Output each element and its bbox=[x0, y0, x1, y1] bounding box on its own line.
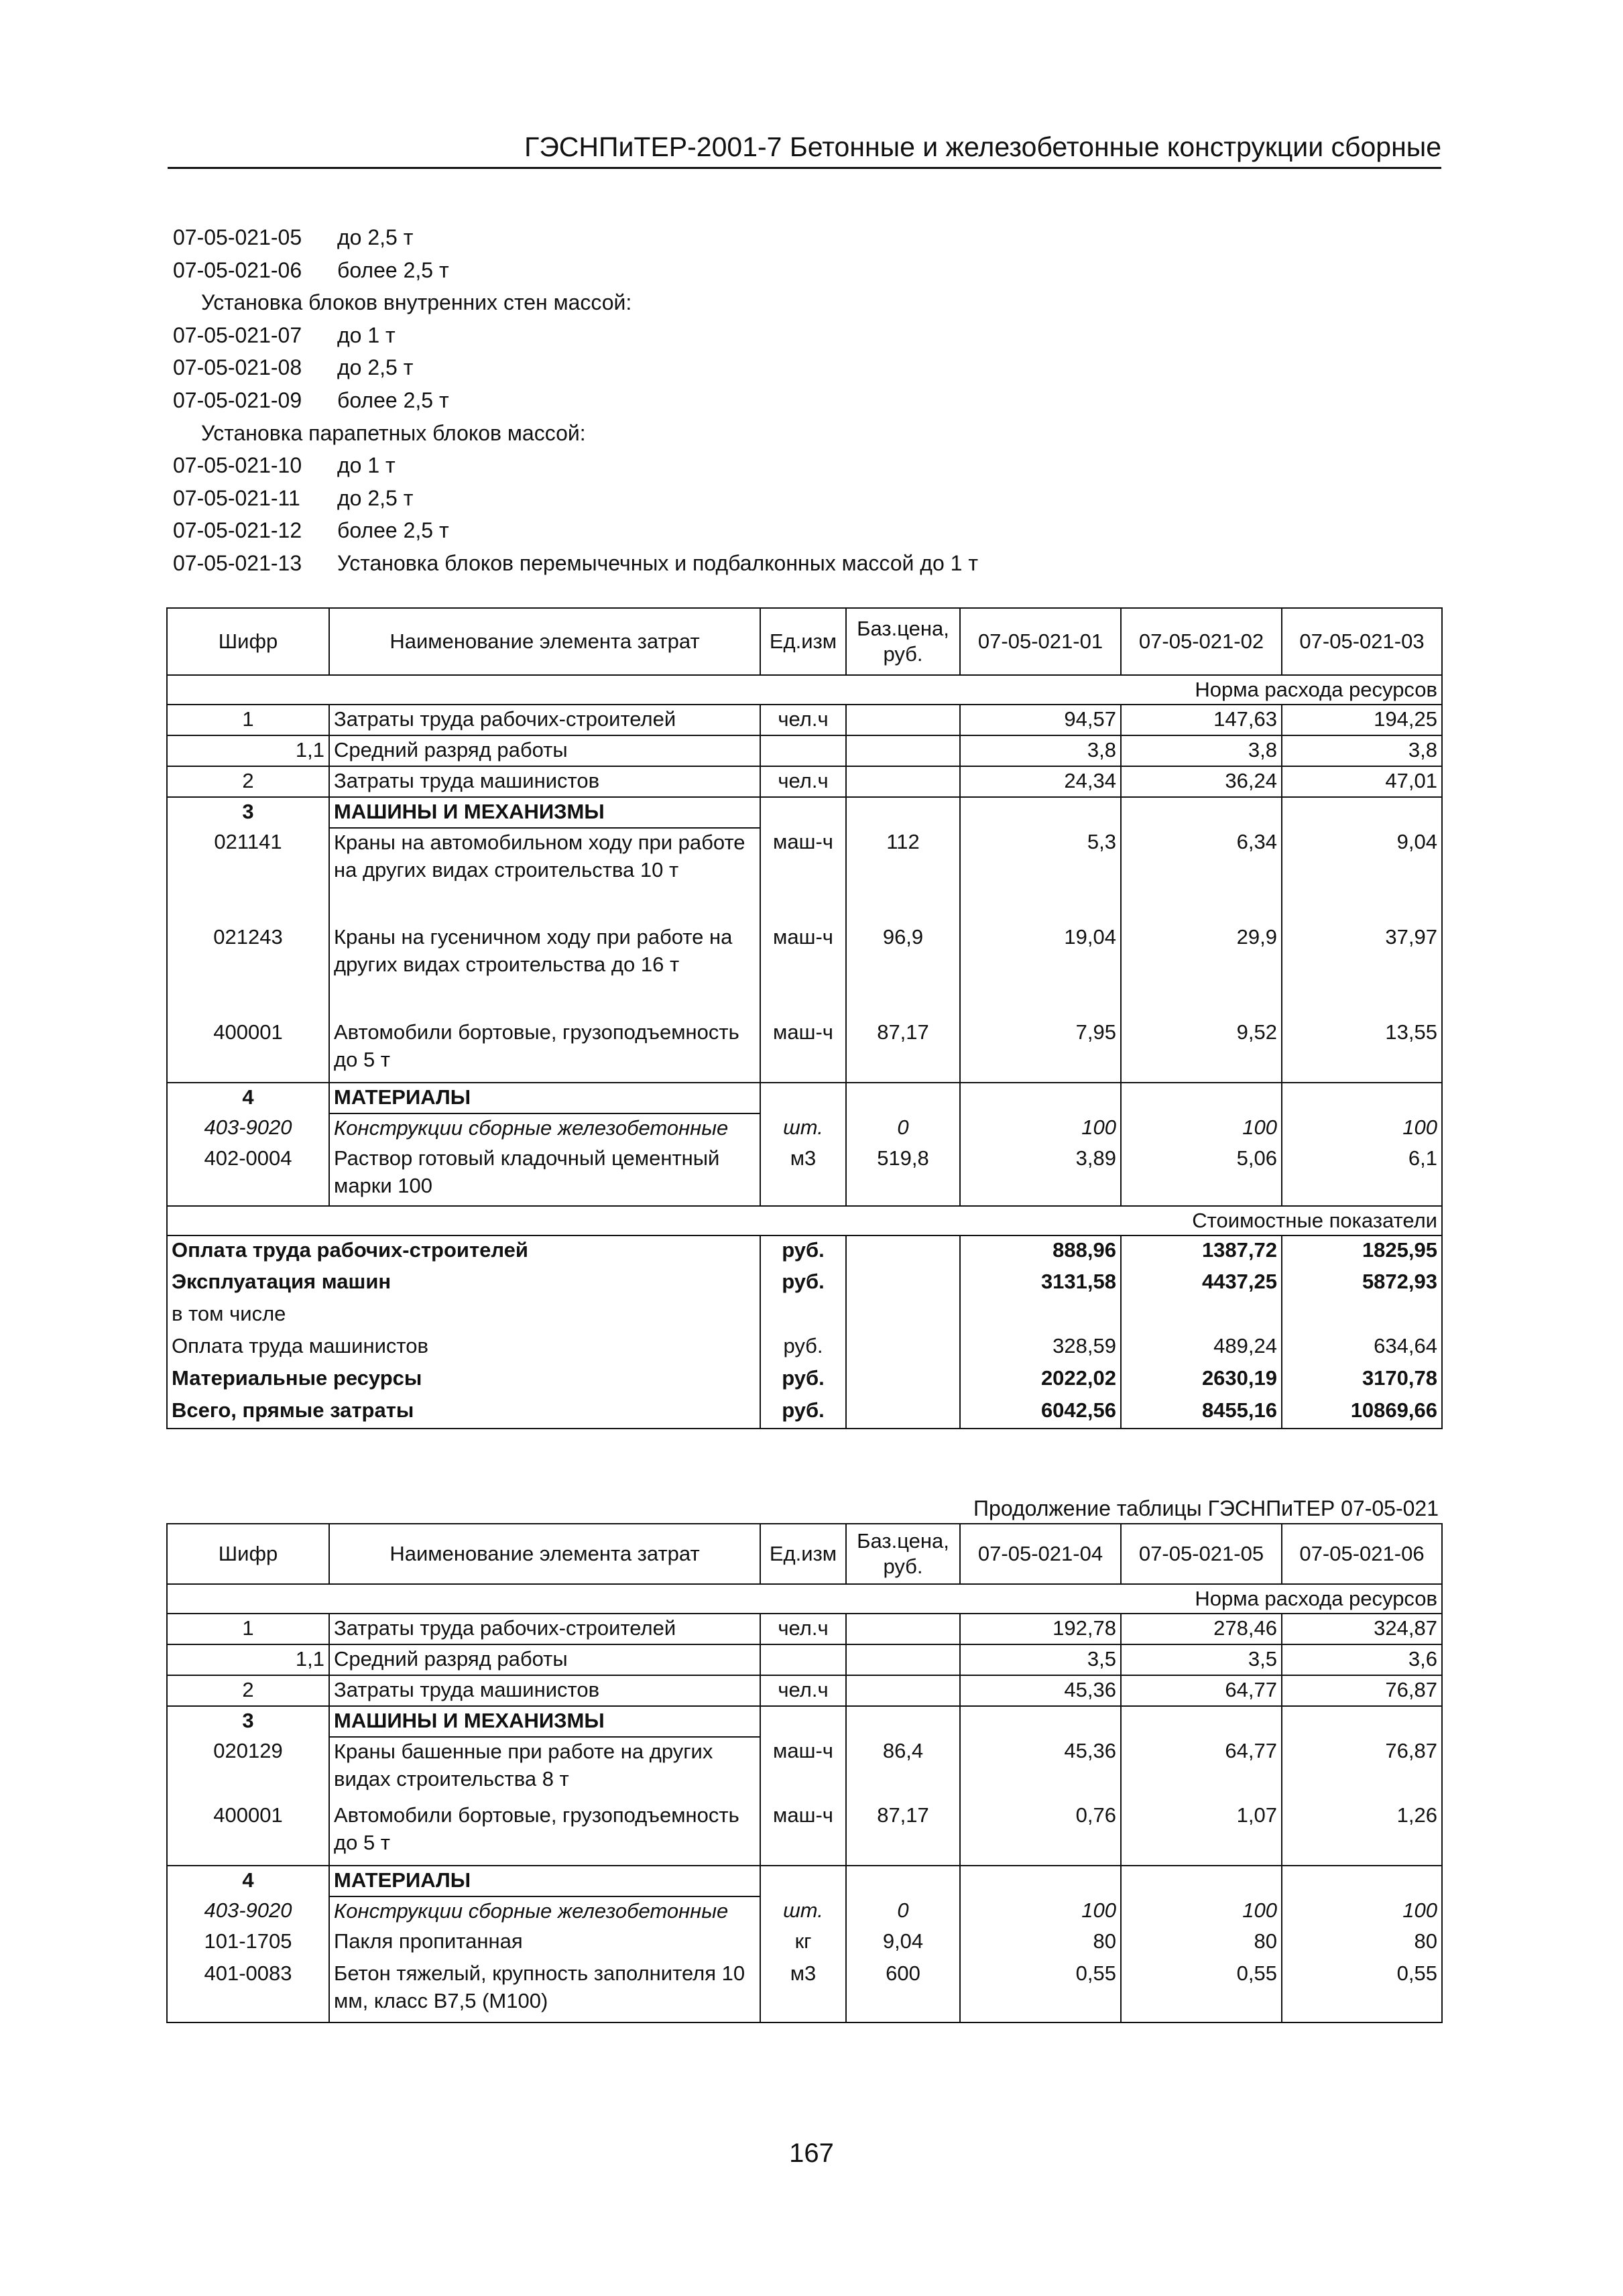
cost-value: 2630,19 bbox=[1121, 1364, 1282, 1396]
table-row bbox=[167, 1927, 1442, 1959]
col-header-code-1: 07-05-021-01 bbox=[960, 608, 1121, 675]
norm-label: Норма расхода ресурсов bbox=[167, 1584, 1442, 1614]
cell-name: Затраты труда рабочих-строителей bbox=[329, 705, 760, 735]
cell-name: Бетон тяжелый, крупность заполнителя 10 мм, класс В7,5 (М100) bbox=[329, 1959, 760, 2022]
cost-value: 489,24 bbox=[1121, 1332, 1282, 1364]
cell-name: Затраты труда машинистов bbox=[329, 766, 760, 797]
norm-label-row bbox=[167, 1584, 1442, 1614]
cell-code: 2 bbox=[167, 1675, 329, 1706]
cell-price: 112 bbox=[846, 828, 960, 923]
cost-value bbox=[1121, 1300, 1282, 1332]
cell-value: 80 bbox=[1282, 1927, 1442, 1959]
cell-price: 0 bbox=[846, 1113, 960, 1144]
item-code: 07-05-021-08 bbox=[173, 355, 302, 380]
cost-label-row bbox=[167, 1206, 1442, 1235]
cell-value: 94,57 bbox=[960, 705, 1121, 735]
cost-value: 10869,66 bbox=[1282, 1396, 1442, 1429]
cell-price: 600 bbox=[846, 1959, 960, 2022]
cell-unit bbox=[760, 1644, 846, 1675]
cell-price bbox=[846, 1614, 960, 1644]
item-code: 07-05-021-11 bbox=[173, 485, 300, 510]
cell-name: Затраты труда машинистов bbox=[329, 1675, 760, 1706]
cost-value: 5872,93 bbox=[1282, 1268, 1442, 1300]
cell-code: 1,1 bbox=[167, 735, 329, 766]
col-header-name: Наименование элемента затрат bbox=[329, 1524, 760, 1584]
work-item bbox=[173, 351, 978, 384]
table-row bbox=[167, 923, 1442, 1018]
cell-value bbox=[1121, 1706, 1282, 1737]
item-text: до 2,5 т bbox=[337, 485, 414, 510]
cell-value: 76,87 bbox=[1282, 1675, 1442, 1706]
cost-value bbox=[960, 1300, 1121, 1332]
cell-value: 7,95 bbox=[960, 1018, 1121, 1083]
item-text: до 1 т bbox=[337, 322, 396, 347]
cell-value: 36,24 bbox=[1121, 766, 1282, 797]
cost-row bbox=[167, 1235, 1442, 1268]
item-text: до 2,5 т bbox=[337, 225, 414, 249]
cell-code: 101-1705 bbox=[167, 1927, 329, 1959]
table-row bbox=[167, 1737, 1442, 1801]
work-item bbox=[173, 482, 978, 515]
col-header-unit: Ед.изм bbox=[760, 608, 846, 675]
cell-value bbox=[1282, 797, 1442, 828]
item-text: более 2,5 т bbox=[337, 518, 449, 543]
cost-price bbox=[846, 1300, 960, 1332]
work-item bbox=[173, 384, 978, 417]
cell-unit: шт. bbox=[760, 1113, 846, 1144]
work-item bbox=[173, 221, 978, 254]
cost-name: Оплата труда рабочих-строителей bbox=[167, 1235, 760, 1268]
cost-name: Всего, прямые затраты bbox=[167, 1396, 760, 1429]
cell-value bbox=[1282, 1083, 1442, 1113]
item-group-heading: Установка блоков внутренних стен массой: bbox=[201, 290, 632, 315]
table-header-row bbox=[167, 608, 1442, 675]
cell-price: 87,17 bbox=[846, 1018, 960, 1083]
norm-label-row bbox=[167, 675, 1442, 705]
item-group-heading: Установка парапетных блоков массой: bbox=[201, 420, 586, 445]
col-header-code-2: 07-05-021-02 bbox=[1121, 608, 1282, 675]
section-title: МАШИНЫ И МЕХАНИЗМЫ bbox=[329, 1706, 760, 1737]
item-text: до 2,5 т bbox=[337, 355, 414, 380]
cell-name: Средний разряд работы bbox=[329, 735, 760, 766]
col-header-unit: Ед.изм bbox=[760, 1524, 846, 1584]
cost-row bbox=[167, 1300, 1442, 1332]
item-text: Установка блоков перемычечных и подбалконных массой до 1 т bbox=[337, 550, 978, 575]
table-row bbox=[167, 766, 1442, 797]
cost-label: Стоимостные показатели bbox=[167, 1206, 1442, 1235]
work-items-list bbox=[173, 221, 978, 580]
cell-value: 194,25 bbox=[1282, 705, 1442, 735]
cost-value: 1825,95 bbox=[1282, 1235, 1442, 1268]
cell-value: 45,36 bbox=[960, 1737, 1121, 1801]
cell-name: Краны башенные при работе на других видах строительства 8 т bbox=[329, 1737, 760, 1801]
resource-table-2 bbox=[166, 1523, 1443, 2023]
cell-value: 3,8 bbox=[960, 735, 1121, 766]
cost-value: 2022,02 bbox=[960, 1364, 1121, 1396]
cell-unit bbox=[760, 1706, 846, 1737]
cell-price bbox=[846, 1706, 960, 1737]
cell-value: 324,87 bbox=[1282, 1614, 1442, 1644]
item-code: 07-05-021-07 bbox=[173, 322, 302, 347]
cell-value: 3,5 bbox=[1121, 1644, 1282, 1675]
cell-value: 147,63 bbox=[1121, 705, 1282, 735]
cell-value: 3,89 bbox=[960, 1144, 1121, 1206]
col-header-code-4: 07-05-021-04 bbox=[960, 1524, 1121, 1584]
cell-value: 24,34 bbox=[960, 766, 1121, 797]
cost-value: 888,96 bbox=[960, 1235, 1121, 1268]
cost-unit: руб. bbox=[760, 1332, 846, 1364]
cost-price bbox=[846, 1396, 960, 1429]
cost-price bbox=[846, 1332, 960, 1364]
cell-name: Пакля пропитанная bbox=[329, 1927, 760, 1959]
cell-name: Средний разряд работы bbox=[329, 1644, 760, 1675]
item-text: более 2,5 т bbox=[337, 257, 449, 282]
section-title: МАШИНЫ И МЕХАНИЗМЫ bbox=[329, 797, 760, 828]
page-number: 167 bbox=[789, 2138, 834, 2168]
cell-code: 400001 bbox=[167, 1018, 329, 1083]
cell-code: 4 bbox=[167, 1866, 329, 1896]
cell-name: Конструкции сборные железобетонные bbox=[329, 1896, 760, 1927]
item-code: 07-05-021-10 bbox=[173, 453, 302, 478]
cell-code: 1 bbox=[167, 705, 329, 735]
item-code: 07-05-021-12 bbox=[173, 518, 302, 543]
cell-value: 3,6 bbox=[1282, 1644, 1442, 1675]
cell-price bbox=[846, 797, 960, 828]
table-row bbox=[167, 1675, 1442, 1706]
cost-value bbox=[1282, 1300, 1442, 1332]
cost-price bbox=[846, 1235, 960, 1268]
table-row bbox=[167, 1614, 1442, 1644]
work-item bbox=[173, 547, 978, 580]
cell-unit: м3 bbox=[760, 1144, 846, 1206]
cell-code: 020129 bbox=[167, 1737, 329, 1801]
cell-value: 6,34 bbox=[1121, 828, 1282, 923]
cost-value: 634,64 bbox=[1282, 1332, 1442, 1364]
cell-value: 37,97 bbox=[1282, 923, 1442, 1018]
cost-row bbox=[167, 1332, 1442, 1364]
cell-value bbox=[960, 1706, 1121, 1737]
cost-row bbox=[167, 1268, 1442, 1300]
work-item bbox=[173, 319, 978, 352]
cell-price bbox=[846, 735, 960, 766]
col-header-code-6: 07-05-021-06 bbox=[1282, 1524, 1442, 1584]
col-header-code-5: 07-05-021-05 bbox=[1121, 1524, 1282, 1584]
cell-unit: кг bbox=[760, 1927, 846, 1959]
cell-value: 13,55 bbox=[1282, 1018, 1442, 1083]
cost-value: 6042,56 bbox=[960, 1396, 1121, 1429]
item-text: более 2,5 т bbox=[337, 387, 449, 412]
cell-value: 100 bbox=[1282, 1113, 1442, 1144]
cost-name: Материальные ресурсы bbox=[167, 1364, 760, 1396]
cell-price bbox=[846, 1644, 960, 1675]
cell-value: 5,06 bbox=[1121, 1144, 1282, 1206]
table-row bbox=[167, 1801, 1442, 1866]
cell-code: 1 bbox=[167, 1614, 329, 1644]
cost-value: 3170,78 bbox=[1282, 1364, 1442, 1396]
cell-value: 100 bbox=[1121, 1113, 1282, 1144]
cell-value: 47,01 bbox=[1282, 766, 1442, 797]
cell-value: 6,1 bbox=[1282, 1144, 1442, 1206]
cell-value: 29,9 bbox=[1121, 923, 1282, 1018]
cell-name: Краны на автомобильном ходу при работе на других видах строительства 10 т bbox=[329, 828, 760, 923]
cell-value: 278,46 bbox=[1121, 1614, 1282, 1644]
cell-value: 100 bbox=[1121, 1896, 1282, 1927]
cost-price bbox=[846, 1364, 960, 1396]
item-code: 07-05-021-09 bbox=[173, 387, 302, 412]
cell-value: 9,04 bbox=[1282, 828, 1442, 923]
cell-unit: м3 bbox=[760, 1959, 846, 2022]
cell-value: 3,5 bbox=[960, 1644, 1121, 1675]
cell-unit bbox=[760, 797, 846, 828]
cell-value: 3,8 bbox=[1282, 735, 1442, 766]
cell-name: Краны на гусеничном ходу при работе на других видах строительства до 16 т bbox=[329, 923, 760, 1018]
col-header-code: Шифр bbox=[167, 608, 329, 675]
norm-label: Норма расхода ресурсов bbox=[167, 675, 1442, 705]
table-row bbox=[167, 1018, 1442, 1083]
cell-price bbox=[846, 1866, 960, 1896]
cell-value: 3,8 bbox=[1121, 735, 1282, 766]
cell-value: 192,78 bbox=[960, 1614, 1121, 1644]
cell-value: 0,55 bbox=[1121, 1959, 1282, 2022]
cell-value: 45,36 bbox=[960, 1675, 1121, 1706]
cell-price: 9,04 bbox=[846, 1927, 960, 1959]
work-item bbox=[173, 449, 978, 482]
cell-value bbox=[1121, 797, 1282, 828]
cell-code: 403-9020 bbox=[167, 1113, 329, 1144]
col-header-code: Шифр bbox=[167, 1524, 329, 1584]
table-row bbox=[167, 735, 1442, 766]
cell-unit: чел.ч bbox=[760, 1675, 846, 1706]
cell-value: 100 bbox=[960, 1113, 1121, 1144]
cell-price bbox=[846, 1083, 960, 1113]
cell-price: 0 bbox=[846, 1896, 960, 1927]
cell-code: 2 bbox=[167, 766, 329, 797]
section-title: МАТЕРИАЛЫ bbox=[329, 1866, 760, 1896]
cost-price bbox=[846, 1268, 960, 1300]
cell-value: 76,87 bbox=[1282, 1737, 1442, 1801]
item-code: 07-05-021-05 bbox=[173, 225, 302, 249]
cell-code: 4 bbox=[167, 1083, 329, 1113]
cell-unit: маш-ч bbox=[760, 1018, 846, 1083]
cell-value: 1,26 bbox=[1282, 1801, 1442, 1866]
cell-value: 19,04 bbox=[960, 923, 1121, 1018]
section-row bbox=[167, 1706, 1442, 1737]
section-row bbox=[167, 1866, 1442, 1896]
cell-value: 80 bbox=[1121, 1927, 1282, 1959]
cell-value: 64,77 bbox=[1121, 1675, 1282, 1706]
cell-code: 021141 bbox=[167, 828, 329, 923]
cell-name: Затраты труда рабочих-строителей bbox=[329, 1614, 760, 1644]
cell-code: 1,1 bbox=[167, 1644, 329, 1675]
cell-name: Автомобили бортовые, грузоподъемность до 5 т bbox=[329, 1018, 760, 1083]
cost-unit: руб. bbox=[760, 1364, 846, 1396]
cell-code: 401-0083 bbox=[167, 1959, 329, 2022]
cell-unit: маш-ч bbox=[760, 828, 846, 923]
cell-unit: маш-ч bbox=[760, 1801, 846, 1866]
cell-unit: маш-ч bbox=[760, 1737, 846, 1801]
work-item bbox=[173, 514, 978, 547]
item-code: 07-05-021-13 bbox=[173, 550, 302, 575]
running-header bbox=[168, 131, 1441, 169]
cost-row bbox=[167, 1364, 1442, 1396]
cost-value: 328,59 bbox=[960, 1332, 1121, 1364]
section-row bbox=[167, 1083, 1442, 1113]
cell-value: 64,77 bbox=[1121, 1737, 1282, 1801]
cell-code: 402-0004 bbox=[167, 1144, 329, 1206]
col-header-price: Баз.цена, руб. bbox=[846, 608, 960, 675]
work-item bbox=[173, 254, 978, 287]
cell-value bbox=[1121, 1866, 1282, 1896]
cost-unit bbox=[760, 1300, 846, 1332]
cell-code: 400001 bbox=[167, 1801, 329, 1866]
cost-value: 3131,58 bbox=[960, 1268, 1121, 1300]
cell-value: 0,76 bbox=[960, 1801, 1121, 1866]
resource-table-1 bbox=[166, 607, 1443, 1429]
cell-value bbox=[1282, 1866, 1442, 1896]
cell-value bbox=[1121, 1083, 1282, 1113]
cell-price: 87,17 bbox=[846, 1801, 960, 1866]
cell-value bbox=[960, 1083, 1121, 1113]
cost-value: 4437,25 bbox=[1121, 1268, 1282, 1300]
cell-name: Раствор готовый кладочный цементный марки 100 bbox=[329, 1144, 760, 1206]
cell-name: Автомобили бортовые, грузоподъемность до 5 т bbox=[329, 1801, 760, 1866]
cell-price: 96,9 bbox=[846, 923, 960, 1018]
cell-unit: чел.ч bbox=[760, 766, 846, 797]
cell-code: 021243 bbox=[167, 923, 329, 1018]
section-row bbox=[167, 797, 1442, 828]
cost-name: Оплата труда машинистов bbox=[167, 1332, 760, 1364]
col-header-price: Баз.цена, руб. bbox=[846, 1524, 960, 1584]
cell-value: 0,55 bbox=[960, 1959, 1121, 2022]
cell-value: 80 bbox=[960, 1927, 1121, 1959]
item-code: 07-05-021-06 bbox=[173, 257, 302, 282]
table-row bbox=[167, 1644, 1442, 1675]
cell-unit bbox=[760, 1083, 846, 1113]
cell-price bbox=[846, 705, 960, 735]
cost-value: 8455,16 bbox=[1121, 1396, 1282, 1429]
cell-price: 519,8 bbox=[846, 1144, 960, 1206]
cell-unit: чел.ч bbox=[760, 705, 846, 735]
cell-value bbox=[960, 1866, 1121, 1896]
cell-code: 3 bbox=[167, 797, 329, 828]
table-row bbox=[167, 828, 1442, 923]
cell-unit: шт. bbox=[760, 1896, 846, 1927]
cost-unit: руб. bbox=[760, 1235, 846, 1268]
cost-name: Эксплуатация машин bbox=[167, 1268, 760, 1300]
cost-name: в том числе bbox=[167, 1300, 760, 1332]
table-row bbox=[167, 1113, 1442, 1144]
cost-unit: руб. bbox=[760, 1268, 846, 1300]
table-continuation-caption: Продолжение таблицы ГЭСНПиТЕР 07-05-021 bbox=[973, 1496, 1439, 1520]
cell-code: 403-9020 bbox=[167, 1896, 329, 1927]
cell-unit: маш-ч bbox=[760, 923, 846, 1018]
cell-value: 100 bbox=[960, 1896, 1121, 1927]
col-header-code-3: 07-05-021-03 bbox=[1282, 608, 1442, 675]
cost-value: 1387,72 bbox=[1121, 1235, 1282, 1268]
header-title: ГЭСНПиТЕР-2001-7 Бетонные и железобетонные конструкции сборные bbox=[524, 131, 1441, 162]
col-header-name: Наименование элемента затрат bbox=[329, 608, 760, 675]
table-row bbox=[167, 1959, 1442, 2022]
cell-price bbox=[846, 1675, 960, 1706]
cell-value bbox=[960, 797, 1121, 828]
cell-name: Конструкции сборные железобетонные bbox=[329, 1113, 760, 1144]
cell-value: 100 bbox=[1282, 1896, 1442, 1927]
cell-value: 0,55 bbox=[1282, 1959, 1442, 2022]
cell-unit bbox=[760, 735, 846, 766]
cell-code: 3 bbox=[167, 1706, 329, 1737]
cell-value bbox=[1282, 1706, 1442, 1737]
cell-value: 1,07 bbox=[1121, 1801, 1282, 1866]
section-title: МАТЕРИАЛЫ bbox=[329, 1083, 760, 1113]
cell-value: 9,52 bbox=[1121, 1018, 1282, 1083]
table-header-row bbox=[167, 1524, 1442, 1584]
item-text: до 1 т bbox=[337, 453, 396, 478]
table-row bbox=[167, 1144, 1442, 1206]
cell-price: 86,4 bbox=[846, 1737, 960, 1801]
cost-unit: руб. bbox=[760, 1396, 846, 1429]
cost-row bbox=[167, 1396, 1442, 1429]
cell-price bbox=[846, 766, 960, 797]
table-row bbox=[167, 1896, 1442, 1927]
table-row bbox=[167, 705, 1442, 735]
cell-value: 5,3 bbox=[960, 828, 1121, 923]
cell-unit bbox=[760, 1866, 846, 1896]
cell-unit: чел.ч bbox=[760, 1614, 846, 1644]
